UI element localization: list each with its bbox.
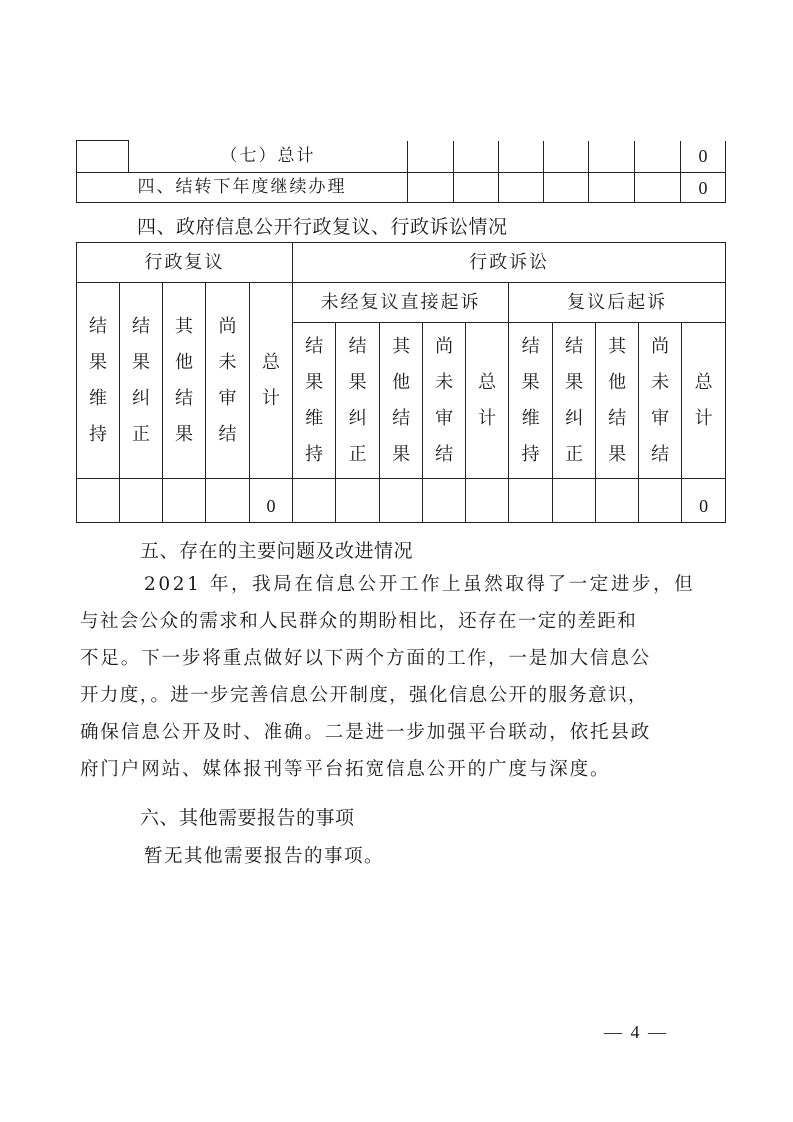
subgroup-header-direct: 未经复议直接起诉 bbox=[293, 283, 509, 323]
subgroup-header-after-review: 复议后起诉 bbox=[509, 283, 726, 323]
cell bbox=[380, 479, 423, 523]
cell bbox=[639, 479, 682, 523]
col-header: 总计 bbox=[466, 323, 509, 479]
section-heading-other: 六、其他需要报告的事项 bbox=[140, 807, 355, 829]
cell bbox=[635, 173, 681, 203]
cell bbox=[120, 479, 163, 523]
cell bbox=[408, 173, 454, 203]
cell bbox=[163, 479, 206, 523]
cell bbox=[206, 479, 250, 523]
col-header: 结果维持 bbox=[77, 283, 120, 479]
col-header: 尚未审结 bbox=[423, 323, 466, 479]
cell: 0 bbox=[250, 479, 293, 523]
paragraph-line: 确保信息公开及时、准确。二是进一步加强平台联动，依托县政 bbox=[80, 722, 652, 743]
cell bbox=[77, 479, 120, 523]
paragraph-line: 不足。下一步将重点做好以下两个方面的工作，一是加大信息公 bbox=[80, 648, 652, 669]
data-row bbox=[77, 479, 726, 523]
col-header: 结果纠正 bbox=[336, 323, 380, 479]
col-header: 结果纠正 bbox=[553, 323, 596, 479]
cell: 0 bbox=[682, 479, 726, 523]
col-header: 其他结果 bbox=[596, 323, 639, 479]
col-header: 结果维持 bbox=[509, 323, 553, 479]
col-header: 尚未审结 bbox=[206, 283, 250, 479]
table-row-total bbox=[77, 141, 726, 173]
header-row-groups bbox=[77, 243, 726, 283]
col-header: 尚未审结 bbox=[639, 323, 682, 479]
cell bbox=[544, 141, 589, 173]
cell bbox=[423, 479, 466, 523]
cell bbox=[454, 173, 499, 203]
row-label: （七）总计 bbox=[129, 141, 408, 173]
cell bbox=[635, 141, 681, 173]
cell bbox=[509, 479, 553, 523]
cell bbox=[293, 479, 336, 523]
cell bbox=[589, 141, 635, 173]
cell bbox=[499, 141, 544, 173]
paragraph-line: 府门户网站、媒体报刊等平台拓宽信息公开的广度与深度。 bbox=[80, 759, 611, 780]
group-header-litigation: 行政诉讼 bbox=[293, 243, 726, 283]
cell bbox=[336, 479, 380, 523]
col-header: 总计 bbox=[682, 323, 726, 479]
statistics-table-continuation bbox=[76, 140, 726, 203]
blank-cell bbox=[77, 141, 129, 173]
problems-paragraph bbox=[80, 566, 725, 788]
col-header: 结果维持 bbox=[293, 323, 336, 479]
group-header-review: 行政复议 bbox=[77, 243, 293, 283]
col-header: 其他结果 bbox=[163, 283, 206, 479]
paragraph-line: 开力度，。进一步完善信息公开制度，强化信息公开的服务意识， bbox=[80, 685, 648, 706]
col-header: 总计 bbox=[250, 283, 293, 479]
cell bbox=[544, 173, 589, 203]
cell bbox=[408, 141, 454, 173]
cell bbox=[596, 479, 639, 523]
section-heading-problems: 五、存在的主要问题及改进情况 bbox=[140, 540, 414, 562]
cell bbox=[499, 173, 544, 203]
header-row-subgroups bbox=[77, 283, 726, 323]
other-matters-text: 暂无其他需要报告的事项。 bbox=[144, 846, 385, 867]
col-header: 结果纠正 bbox=[120, 283, 163, 479]
cell bbox=[466, 479, 509, 523]
review-litigation-table bbox=[76, 242, 726, 523]
table-row-carryover bbox=[77, 173, 726, 203]
cell bbox=[553, 479, 596, 523]
page-number: — 4 — bbox=[604, 1022, 668, 1042]
col-header: 其他结果 bbox=[380, 323, 423, 479]
cell bbox=[454, 141, 499, 173]
section-heading-review-litigation: 四、政府信息公开行政复议、行政诉讼情况 bbox=[137, 216, 508, 238]
paragraph-line: 2021 年，我局在信息公开工作上虽然取得了一定进步，但 bbox=[144, 574, 696, 595]
cell bbox=[589, 173, 635, 203]
paragraph-line: 与社会公众的需求和人民群众的期盼相比，还存在一定的差距和 bbox=[80, 611, 638, 632]
row-label: 四、结转下年度继续办理 bbox=[77, 173, 408, 203]
row-total: 0 bbox=[681, 173, 726, 203]
row-total: 0 bbox=[681, 141, 726, 173]
